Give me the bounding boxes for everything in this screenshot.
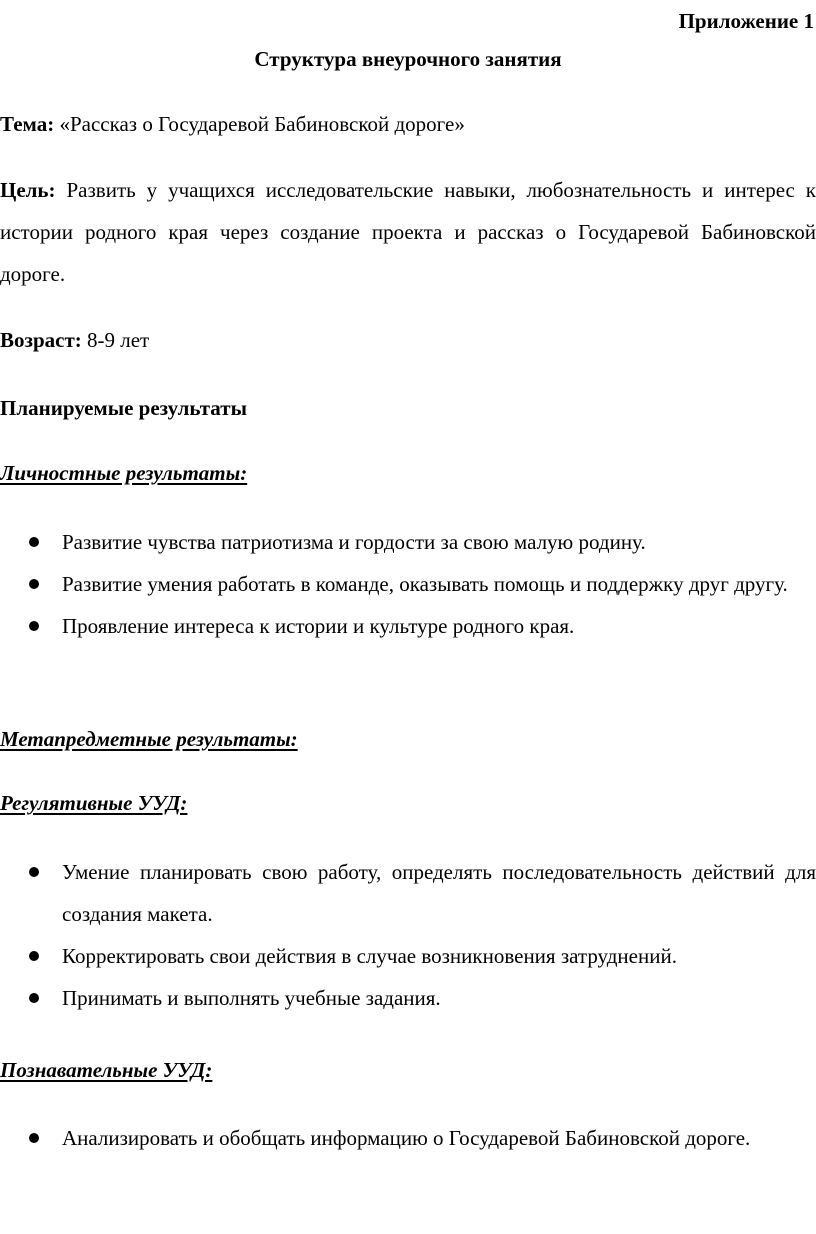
bullet-icon bbox=[29, 1133, 39, 1143]
bullet-icon bbox=[29, 993, 39, 1003]
list-item-text: Развитие умения работать в команде, оказывать помощь и поддержку друг другу. bbox=[62, 572, 788, 596]
list-item-text: Корректировать свои действия в случае возникновения затруднений. bbox=[62, 944, 677, 968]
cognitive-uud-heading: Познавательные УУД: bbox=[0, 1058, 213, 1082]
bullet-icon bbox=[29, 867, 39, 877]
bullet-icon bbox=[29, 951, 39, 961]
age-label: Возраст: bbox=[0, 328, 82, 352]
topic-line bbox=[0, 103, 816, 145]
list-item-text: Проявление интереса к истории и культуре родного края. bbox=[62, 614, 575, 638]
personal-results-list bbox=[0, 521, 816, 647]
list-item-text: Анализировать и обобщать информацию о Государевой Бабиновской дороге. bbox=[62, 1126, 751, 1150]
list-item-text: Умение планировать свою работу, определять последовательность действий для создания макета. bbox=[62, 860, 816, 926]
list-item bbox=[0, 851, 816, 935]
personal-results-heading: Личностные результаты: bbox=[0, 461, 248, 485]
list-item bbox=[0, 1117, 816, 1159]
bullet-icon bbox=[29, 537, 39, 547]
metasubject-results-heading: Метапредметные результаты: bbox=[0, 727, 298, 751]
list-item-text: Развитие чувства патриотизма и гордости за свою малую родину. bbox=[62, 530, 646, 554]
regulatory-uud-heading: Регулятивные УУД: bbox=[0, 791, 188, 815]
goal-label: Цель: bbox=[0, 178, 56, 202]
regulatory-uud-list bbox=[0, 851, 816, 1019]
list-item-text: Принимать и выполнять учебные задания. bbox=[62, 986, 441, 1010]
topic-value: «Рассказ о Государевой Бабиновской дороге» bbox=[59, 112, 465, 136]
cognitive-uud-list bbox=[0, 1117, 816, 1159]
age-line bbox=[0, 319, 816, 361]
page-title: Структура внеурочного занятия bbox=[254, 47, 562, 71]
planned-results-heading: Планируемые результаты bbox=[0, 396, 247, 420]
list-item bbox=[0, 935, 816, 977]
bullet-icon bbox=[29, 579, 39, 589]
goal-value: Развить у учащихся исследовательские навыки, любознательность и интерес к истории родного края через создание проекта и рассказ о Государевой Бабиновской дороге. bbox=[0, 178, 816, 286]
appendix-label: Приложение 1 bbox=[678, 9, 814, 33]
list-item bbox=[0, 521, 816, 563]
list-item bbox=[0, 977, 816, 1019]
list-item bbox=[0, 605, 816, 647]
age-value: 8-9 лет bbox=[87, 328, 150, 352]
bullet-icon bbox=[29, 621, 39, 631]
goal-paragraph bbox=[0, 169, 816, 295]
topic-label: Тема: bbox=[0, 112, 55, 136]
list-item bbox=[0, 563, 816, 605]
